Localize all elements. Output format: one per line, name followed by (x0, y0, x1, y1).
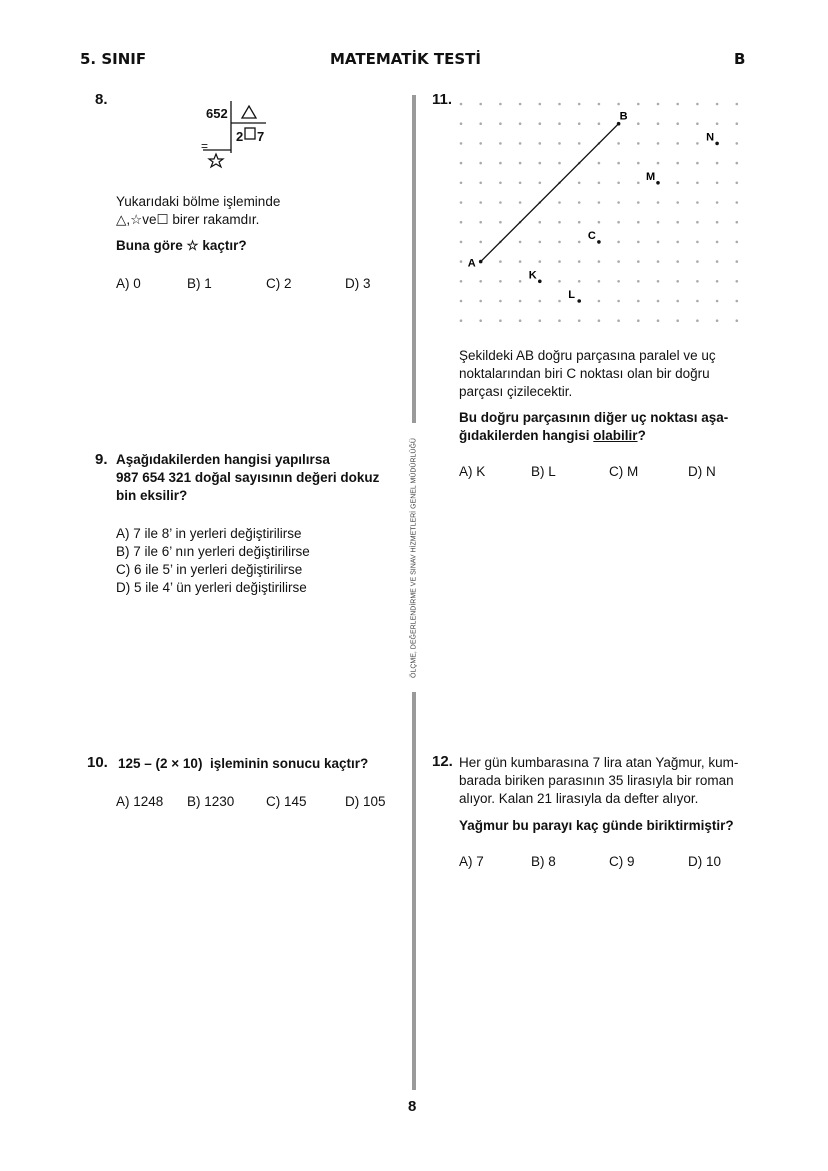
star-icon: ☆ (130, 212, 143, 227)
grid-dot (716, 221, 719, 224)
point-m (656, 181, 660, 185)
grid-dot (519, 319, 522, 322)
point-l (577, 299, 581, 303)
grid-dot (460, 319, 463, 322)
grid-dot (578, 182, 581, 185)
grid-dot (657, 280, 660, 283)
grid-dot (558, 221, 561, 224)
question-number: 8. (95, 91, 108, 108)
grid-dot (479, 103, 482, 106)
grid-dot (716, 280, 719, 283)
grid-dot (578, 280, 581, 283)
grid-dot (716, 201, 719, 204)
grid-dot (460, 300, 463, 303)
grid-dot (519, 122, 522, 125)
point-k (538, 280, 542, 284)
option-a[interactable]: A) K (459, 464, 486, 479)
grid-dot (519, 300, 522, 303)
option-c[interactable]: C) M (609, 464, 639, 479)
grid-dot (736, 162, 739, 165)
booklet-label: B (734, 50, 746, 68)
grid-dot (676, 221, 679, 224)
point-n (715, 142, 719, 146)
option-c[interactable]: C) 2 (266, 276, 292, 291)
point-label-m: M (646, 170, 656, 183)
grid-dot (539, 300, 542, 303)
question-text: △,☆ve☐ birer rakamdır. (116, 212, 260, 227)
question-number: 10. (87, 754, 108, 771)
grid-dot (657, 103, 660, 106)
question-prompt: Yağmur bu parayı kaç günde biriktirmiştir? (459, 818, 734, 833)
grid-dot (657, 260, 660, 263)
grid-dot (499, 319, 502, 322)
grid-dot (736, 260, 739, 263)
grid-dot (676, 182, 679, 185)
grid-dot (479, 221, 482, 224)
grid-dot (499, 142, 502, 145)
grid-dot (499, 122, 502, 125)
square-icon (245, 128, 255, 139)
grid-dot (637, 201, 640, 204)
grid-dot (479, 241, 482, 244)
question-prompt: Aşağıdakilerden hangisi yapılırsa (116, 452, 330, 467)
grid-dot (578, 221, 581, 224)
grid-dot (598, 201, 601, 204)
grid-dot (539, 319, 542, 322)
grid-dot (696, 300, 699, 303)
grid-dot (617, 201, 620, 204)
dot-grid-figure (440, 90, 750, 330)
grid-dot (479, 122, 482, 125)
option-b[interactable]: B) 1 (187, 276, 212, 291)
grid-dot (598, 280, 601, 283)
grid-dot (637, 221, 640, 224)
grid-dot (479, 182, 482, 185)
grid-dot (637, 142, 640, 145)
column-divider (412, 692, 416, 1090)
option-d[interactable]: D) 10 (688, 854, 722, 869)
grid-dot (578, 319, 581, 322)
grid-dot (617, 142, 620, 145)
grid-dot (637, 280, 640, 283)
grid-dot (716, 182, 719, 185)
question-prompt: ğıdakilerden hangisi olabilir? (459, 428, 646, 443)
grid-dot (539, 182, 542, 185)
grid-dot (460, 182, 463, 185)
grid-dot (637, 241, 640, 244)
question-prompt: Buna göre ☆ kaçtır? (116, 238, 247, 253)
grid-dot (637, 182, 640, 185)
grid-dot (676, 162, 679, 165)
grid-dot (676, 260, 679, 263)
grid-dot (460, 280, 463, 283)
grid-dot (598, 103, 601, 106)
grid-dot (676, 142, 679, 145)
grid-dot (479, 319, 482, 322)
grid-dot (617, 103, 620, 106)
grid-dot (519, 201, 522, 204)
grid-dot (598, 221, 601, 224)
quotient-digit: 7 (257, 129, 265, 144)
option-d[interactable]: D) 5 ile 4’ ün yerleri değiştirilirse (116, 580, 307, 595)
option-a[interactable]: A) 7 (459, 854, 484, 869)
grid-dot (617, 162, 620, 165)
grid-dot (519, 260, 522, 263)
grid-dot (657, 241, 660, 244)
grid-dot (499, 182, 502, 185)
grid-dot (519, 241, 522, 244)
grid-dot (637, 319, 640, 322)
option-b[interactable]: B) 8 (531, 854, 556, 869)
grid-dot (539, 122, 542, 125)
point-label-c: C (587, 229, 596, 242)
question-text: noktalarından biri C noktası olan bir doğru (459, 366, 710, 381)
grid-dot (539, 162, 542, 165)
option-a[interactable]: A) 1248 (116, 794, 164, 809)
question-prompt: Bu doğru parçasının diğer uç noktası aşa- (459, 410, 729, 425)
grid-dot (736, 280, 739, 283)
grid-dot (578, 103, 581, 106)
grid-dot (558, 280, 561, 283)
grid-dot (558, 319, 561, 322)
grid-dot (499, 280, 502, 283)
grid-dot (617, 241, 620, 244)
grid-dot (676, 280, 679, 283)
option-a[interactable]: A) 7 ile 8’ in yerleri değiştirilirse (116, 526, 302, 541)
grid-dot (736, 142, 739, 145)
grid-dot (617, 300, 620, 303)
page-number: 8 (408, 1098, 417, 1115)
grid-dot (617, 182, 620, 185)
grid-dot (539, 142, 542, 145)
grid-dot (460, 241, 463, 244)
grid-dot (716, 162, 719, 165)
grid-dot (736, 241, 739, 244)
grid-dot (676, 241, 679, 244)
grid-dot (657, 142, 660, 145)
grid-dot (558, 260, 561, 263)
dividend: 652 (206, 106, 228, 121)
question-text: alıyor. Kalan 21 lirasıyla da defter alıyor. (459, 791, 699, 806)
grid-dot (598, 122, 601, 125)
option-c[interactable]: C) 145 (266, 794, 307, 809)
question-text: Yukarıdaki bölme işleminde (116, 194, 281, 209)
grid-dot (657, 162, 660, 165)
option-b[interactable]: B) 1230 (187, 794, 235, 809)
point-label-n: N (706, 131, 715, 144)
quotient-digit: 2 (236, 129, 244, 144)
question-text: barada biriken parasının 35 lirasıyla bir roman (459, 773, 734, 788)
option-c[interactable]: C) 9 (609, 854, 635, 869)
grid-dot (558, 241, 561, 244)
triangle-icon (242, 106, 256, 118)
grid-dot (617, 280, 620, 283)
grid-dot (499, 260, 502, 263)
option-d[interactable]: D) N (688, 464, 716, 479)
grid-dot (519, 103, 522, 106)
question-number: 12. (432, 753, 453, 770)
grid-dot (696, 221, 699, 224)
grid-dot (578, 142, 581, 145)
question-prompt: bin eksilir? (116, 488, 188, 503)
grid-dot (598, 300, 601, 303)
grid-dot (617, 221, 620, 224)
grid-dot (558, 162, 561, 165)
grid-dot (519, 162, 522, 165)
grid-dot (479, 162, 482, 165)
square-icon: ☐ (156, 212, 169, 227)
grid-dot (696, 319, 699, 322)
grid-dot (598, 319, 601, 322)
grid-dot (696, 182, 699, 185)
grid-dot (578, 201, 581, 204)
question-number: 9. (95, 451, 108, 468)
grid-dot (716, 241, 719, 244)
grid-dot (460, 201, 463, 204)
grid-dot (736, 221, 739, 224)
point-label-b: B (619, 110, 628, 123)
grid-dot (736, 319, 739, 322)
grid-dot (578, 260, 581, 263)
grid-dot (479, 280, 482, 283)
grid-dot (716, 319, 719, 322)
grid-dot (460, 260, 463, 263)
grid-dot (716, 103, 719, 106)
grid-dot (598, 260, 601, 263)
grid-dot (676, 300, 679, 303)
grid-dot (696, 103, 699, 106)
grid-dot (637, 300, 640, 303)
grid-dot (460, 162, 463, 165)
option-a[interactable]: A) 0 (116, 276, 141, 291)
point-label-a: A (467, 257, 476, 270)
grid-dot (736, 300, 739, 303)
grid-dot (539, 241, 542, 244)
grid-dot (716, 260, 719, 263)
question-text: Şekildeki AB doğru parçasına paralel ve uç (459, 348, 716, 363)
grid-dot (676, 319, 679, 322)
grid-dot (696, 162, 699, 165)
grid-dot (558, 142, 561, 145)
grid-dot (657, 221, 660, 224)
grid-dot (598, 162, 601, 165)
grid-dot (617, 319, 620, 322)
grid-dot (499, 201, 502, 204)
grid-dot (598, 182, 601, 185)
grid-dot (637, 103, 640, 106)
option-b[interactable]: B) L (531, 464, 556, 479)
grid-dot (558, 201, 561, 204)
grid-dot (539, 260, 542, 263)
grid-dot (519, 280, 522, 283)
grade-label: 5. SINIF (80, 50, 147, 68)
grid-dot (539, 221, 542, 224)
grid-dot (558, 103, 561, 106)
grid-dot (696, 122, 699, 125)
grid-dot (539, 103, 542, 106)
grid-dot (736, 103, 739, 106)
grid-dot (676, 122, 679, 125)
triangle-icon: △ (116, 212, 127, 227)
question-text: parçası çizilecektir. (459, 384, 573, 399)
test-title: MATEMATİK TESTİ (330, 50, 481, 68)
grid-dot (676, 201, 679, 204)
grid-dot (479, 201, 482, 204)
side-institution-text: ÖLÇME, DEĞERLENDİRME VE SINAV HİZMETLERİ GENEL MÜDÜRLÜĞÜ (410, 438, 418, 678)
star-icon: ☆ (186, 238, 199, 253)
option-c[interactable]: C) 6 ile 5’ in yerleri değiştirilirse (116, 562, 303, 577)
grid-dot (499, 300, 502, 303)
grid-dot (657, 300, 660, 303)
point-label-k: K (528, 269, 537, 282)
question-number: 11. (432, 91, 453, 108)
question-prompt: 987 654 321 doğal sayısının değeri dokuz (116, 470, 380, 485)
grid-dot (637, 162, 640, 165)
grid-dot (479, 142, 482, 145)
grid-dot (558, 122, 561, 125)
grid-dot (657, 122, 660, 125)
grid-dot (578, 122, 581, 125)
grid-dot (736, 122, 739, 125)
option-d[interactable]: D) 3 (345, 276, 371, 291)
grid-dot (657, 201, 660, 204)
grid-dot (617, 260, 620, 263)
grid-dot (736, 201, 739, 204)
grid-dot (657, 319, 660, 322)
grid-dot (716, 122, 719, 125)
column-divider (412, 95, 416, 423)
grid-dot (696, 280, 699, 283)
grid-dot (519, 182, 522, 185)
point-a (479, 260, 483, 264)
grid-dot (736, 182, 739, 185)
grid-dot (460, 103, 463, 106)
grid-dot (676, 103, 679, 106)
option-d[interactable]: D) 105 (345, 794, 386, 809)
question-prompt: 125 – (2 × 10) işleminin sonucu kaçtır? (118, 756, 369, 771)
option-b[interactable]: B) 7 ile 6’ nın yerleri değiştirilirse (116, 544, 310, 559)
star-icon (209, 154, 223, 167)
grid-dot (460, 122, 463, 125)
grid-dot (696, 201, 699, 204)
grid-dot (558, 300, 561, 303)
grid-dot (637, 122, 640, 125)
grid-dot (696, 142, 699, 145)
grid-dot (460, 142, 463, 145)
point-c (597, 240, 601, 244)
grid-dot (716, 300, 719, 303)
grid-dot (499, 221, 502, 224)
grid-dot (637, 260, 640, 263)
grid-dot (519, 142, 522, 145)
grid-dot (499, 103, 502, 106)
grid-dot (696, 241, 699, 244)
grid-dot (479, 300, 482, 303)
point-label-l: L (568, 289, 575, 301)
grid-dot (499, 162, 502, 165)
minus-sign: = (201, 139, 209, 153)
question-text: Her gün kumbarasına 7 lira atan Yağmur, kum- (459, 755, 739, 770)
grid-dot (578, 241, 581, 244)
grid-dot (460, 221, 463, 224)
grid-dot (696, 260, 699, 263)
